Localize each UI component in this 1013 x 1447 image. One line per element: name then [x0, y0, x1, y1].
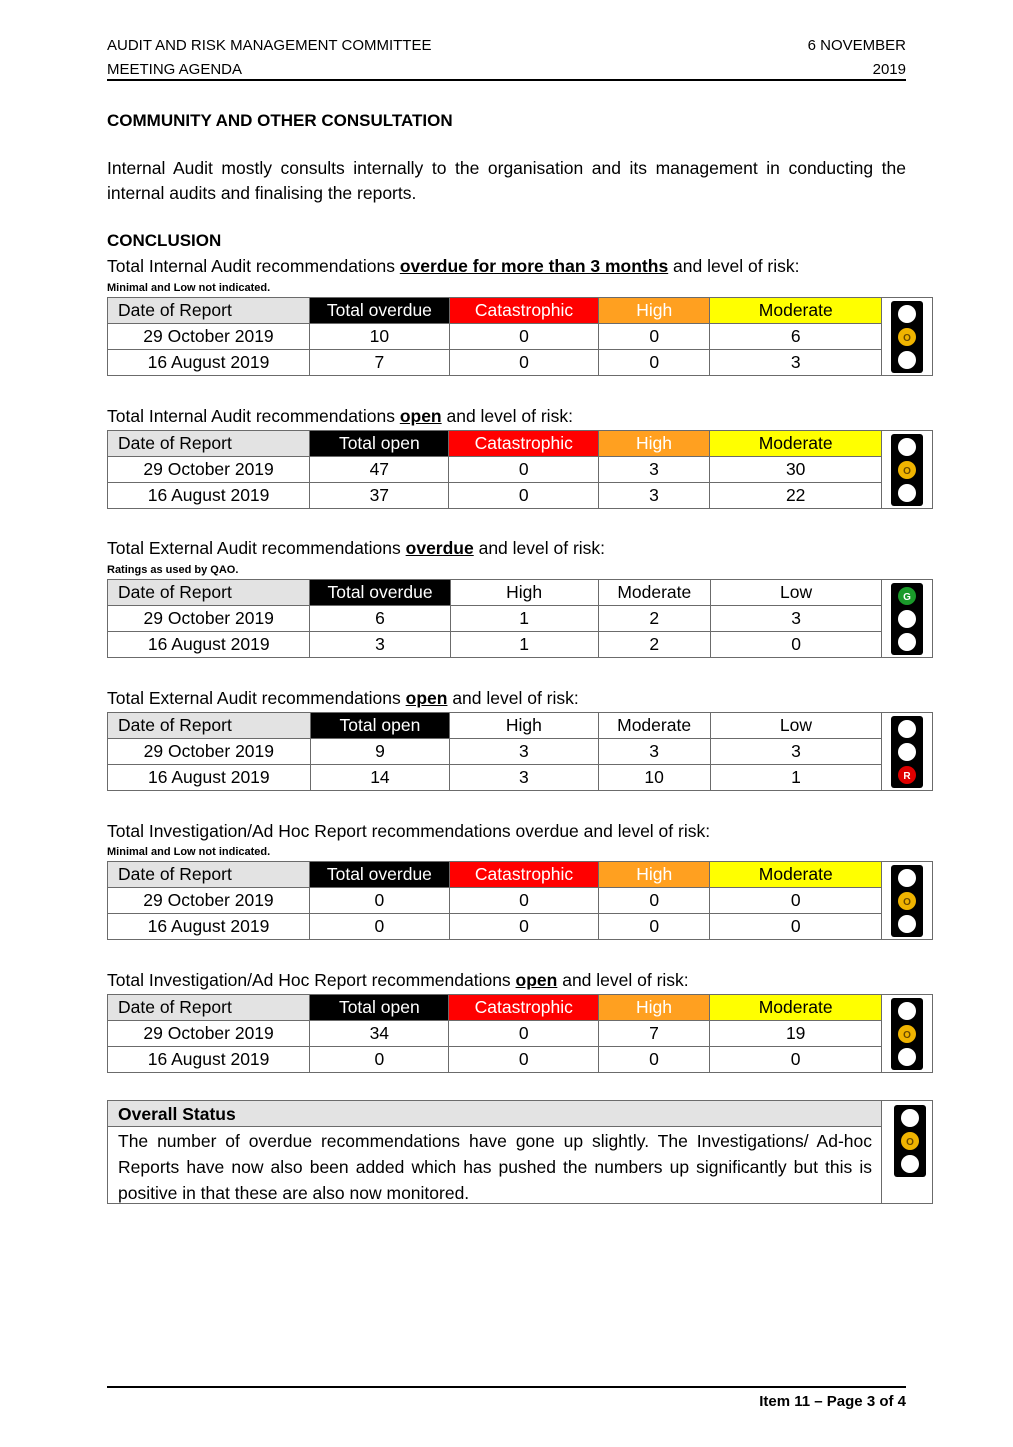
caption-emphasis: overdue for more than 3 months — [399, 256, 669, 276]
report-date-cell: 29 October 2019 — [108, 324, 310, 350]
count-cell: 0 — [599, 888, 710, 914]
table-row — [108, 739, 933, 765]
recommendations-table — [107, 861, 933, 940]
report-date-cell: 16 August 2019 — [108, 632, 310, 658]
count-cell: 37 — [310, 483, 449, 509]
recommendations-table — [107, 430, 933, 509]
table-row — [108, 483, 933, 509]
table-row — [108, 324, 933, 350]
traffic-light-icon — [889, 864, 925, 938]
count-cell: 1 — [450, 606, 598, 632]
column-header: Moderate — [710, 431, 882, 457]
inactive-lamp — [901, 1109, 919, 1127]
inactive-lamp — [898, 610, 916, 628]
lamp-letter: O — [906, 1137, 914, 1148]
caption-text: Total Internal Audit recommendations — [107, 256, 400, 276]
conclusion-heading: CONCLUSION — [107, 231, 222, 250]
report-date-cell: 16 August 2019 — [108, 1047, 310, 1073]
count-cell: 0 — [710, 888, 882, 914]
column-header: Moderate — [598, 713, 710, 739]
count-cell: 14 — [310, 765, 450, 791]
column-header: Date of Report — [108, 298, 310, 324]
inactive-lamp — [898, 484, 916, 502]
caption-text: Total Internal Audit recommendations — [107, 406, 400, 426]
table-header-row — [108, 580, 933, 606]
caption-text: Total Investigation/Ad Hoc Report recommendations overdue and level of risk: — [107, 821, 711, 841]
count-cell: 3 — [310, 632, 450, 658]
caption-text: and level of risk: — [441, 406, 573, 426]
count-cell: 3 — [450, 765, 598, 791]
lamp-letter: G — [903, 591, 912, 603]
column-header: Catastrophic — [449, 298, 599, 324]
count-cell: 1 — [710, 765, 882, 791]
recommendations-table — [107, 579, 933, 658]
column-header: Date of Report — [108, 862, 310, 888]
status-light-cell — [882, 298, 933, 376]
table-row — [108, 888, 933, 914]
table-caption — [107, 821, 710, 842]
inactive-lamp — [898, 743, 916, 761]
footer-rule — [107, 1386, 906, 1388]
count-cell: 0 — [449, 1047, 599, 1073]
report-date-cell: 16 August 2019 — [108, 483, 310, 509]
table-row — [108, 1021, 933, 1047]
count-cell: 3 — [599, 483, 710, 509]
table-caption — [107, 256, 800, 277]
report-date-cell: 29 October 2019 — [108, 739, 311, 765]
overall-status-text: The number of overdue recommendations have gone up slightly. The Investigations/ Ad-hoc Reports have now also been added which has pushed the numbers up significantly but this is positive in that these are also now monitored. — [118, 1131, 872, 1203]
count-cell: 0 — [449, 457, 599, 483]
recommendations-table — [107, 297, 933, 376]
caption-emphasis: open — [405, 688, 448, 708]
column-header: Date of Report — [108, 580, 310, 606]
table-caption — [107, 688, 579, 709]
count-cell: 3 — [710, 350, 882, 376]
column-header: Total open — [310, 713, 450, 739]
caption-text: Total Investigation/Ad Hoc Report recommendations — [107, 970, 516, 990]
consultation-heading: COMMUNITY AND OTHER CONSULTATION — [107, 111, 453, 130]
overall-status-box — [107, 1100, 933, 1204]
count-cell: 2 — [598, 606, 710, 632]
report-date-cell: 29 October 2019 — [108, 606, 310, 632]
column-header: High — [599, 862, 710, 888]
count-cell: 6 — [710, 324, 882, 350]
count-cell: 0 — [710, 1047, 882, 1073]
count-cell: 6 — [310, 606, 450, 632]
column-header: Moderate — [710, 862, 882, 888]
overall-status-title: Overall Status — [108, 1101, 881, 1127]
inactive-lamp — [898, 1002, 916, 1020]
inactive-lamp — [901, 1155, 919, 1173]
count-cell: 0 — [310, 1047, 449, 1073]
count-cell: 10 — [309, 324, 449, 350]
column-header: High — [599, 431, 710, 457]
count-cell: 19 — [710, 1021, 882, 1047]
table-note: Ratings as used by QAO. — [107, 564, 239, 576]
header-agenda: MEETING AGENDA — [107, 61, 243, 78]
column-header: Moderate — [598, 580, 710, 606]
count-cell: 0 — [599, 324, 710, 350]
lamp-letter: O — [903, 332, 912, 344]
caption-text: Total External Audit recommendations — [107, 688, 406, 708]
count-cell: 2 — [598, 632, 710, 658]
report-date-cell: 16 August 2019 — [108, 914, 310, 940]
column-header: Date of Report — [108, 431, 310, 457]
count-cell: 3 — [710, 739, 882, 765]
count-cell: 0 — [599, 914, 710, 940]
recommendations-table — [107, 994, 933, 1073]
report-date-cell: 29 October 2019 — [108, 888, 310, 914]
recommendations-table — [107, 712, 933, 791]
count-cell: 0 — [449, 914, 599, 940]
header-date: 6 NOVEMBER — [807, 37, 906, 54]
count-cell: 0 — [449, 483, 599, 509]
status-divider — [881, 1101, 882, 1203]
column-header: High — [450, 580, 598, 606]
count-cell: 7 — [309, 350, 449, 376]
lamp-letter: O — [903, 896, 912, 908]
caption-text: and level of risk: — [557, 970, 689, 990]
report-date-cell: 29 October 2019 — [108, 1021, 310, 1047]
column-header: Total open — [310, 995, 449, 1021]
status-light-cell — [882, 995, 933, 1073]
caption-emphasis: open — [399, 406, 442, 426]
column-header: Low — [710, 580, 882, 606]
count-cell: 0 — [309, 914, 449, 940]
caption-text: and level of risk: — [473, 538, 606, 558]
count-cell: 0 — [449, 324, 599, 350]
column-header: Catastrophic — [449, 862, 599, 888]
count-cell: 0 — [449, 350, 599, 376]
consultation-text: Internal Audit mostly consults internally to the organisation and its management in conducting the internal audits and finalising the reports. — [107, 158, 906, 203]
lamp-letter: R — [903, 770, 911, 782]
table-row — [108, 606, 933, 632]
count-cell: 0 — [449, 1021, 599, 1047]
table-row — [108, 1047, 933, 1073]
column-header: Total overdue — [309, 862, 449, 888]
inactive-lamp — [898, 305, 916, 323]
inactive-lamp — [898, 915, 916, 933]
count-cell: 0 — [599, 1047, 710, 1073]
column-header: Low — [710, 713, 882, 739]
column-header: Moderate — [710, 995, 882, 1021]
count-cell: 3 — [599, 457, 710, 483]
report-date-cell: 16 August 2019 — [108, 350, 310, 376]
column-header: High — [599, 298, 710, 324]
table-row — [108, 350, 933, 376]
traffic-light-icon — [889, 715, 925, 789]
table-header-row — [108, 431, 933, 457]
column-header: Total overdue — [310, 580, 450, 606]
caption-text: and level of risk: — [447, 688, 579, 708]
table-row — [108, 914, 933, 940]
table-row — [108, 765, 933, 791]
report-date-cell: 29 October 2019 — [108, 457, 310, 483]
table-header-row — [108, 862, 933, 888]
inactive-lamp — [898, 438, 916, 456]
count-cell: 9 — [310, 739, 450, 765]
table-caption — [107, 970, 689, 991]
inactive-lamp — [898, 720, 916, 738]
traffic-light-icon — [889, 300, 925, 374]
status-light-cell — [882, 431, 933, 509]
count-cell: 0 — [710, 632, 882, 658]
count-cell: 7 — [599, 1021, 710, 1047]
column-header: Date of Report — [108, 713, 311, 739]
header-year: 2019 — [872, 61, 906, 78]
count-cell: 22 — [710, 483, 882, 509]
header-committee: AUDIT AND RISK MANAGEMENT COMMITTEE — [107, 37, 432, 54]
traffic-light-icon — [889, 582, 925, 656]
inactive-lamp — [898, 351, 916, 369]
status-light-cell — [882, 713, 933, 791]
report-date-cell: 16 August 2019 — [108, 765, 311, 791]
status-light-cell — [882, 862, 933, 940]
count-cell: 0 — [710, 914, 882, 940]
table-caption — [107, 406, 573, 427]
table-row — [108, 632, 933, 658]
caption-text: and level of risk: — [668, 256, 800, 276]
count-cell: 47 — [310, 457, 449, 483]
caption-text: Total External Audit recommendations — [107, 538, 406, 558]
traffic-light-icon — [892, 1104, 928, 1178]
traffic-light-icon — [889, 997, 925, 1071]
traffic-light-icon — [889, 433, 925, 507]
column-header: Total open — [310, 431, 449, 457]
column-header: Moderate — [710, 298, 882, 324]
table-caption — [107, 538, 605, 559]
count-cell: 0 — [309, 888, 449, 914]
table-header-row — [108, 713, 933, 739]
count-cell: 3 — [598, 739, 710, 765]
traffic-light-icon — [892, 1104, 928, 1178]
count-cell: 0 — [599, 350, 710, 376]
table-note: Minimal and Low not indicated. — [107, 846, 271, 858]
table-header-row — [108, 995, 933, 1021]
count-cell: 3 — [450, 739, 598, 765]
table-row — [108, 457, 933, 483]
inactive-lamp — [898, 1048, 916, 1066]
column-header: Catastrophic — [449, 431, 599, 457]
inactive-lamp — [898, 869, 916, 887]
page-footer: Item 11 – Page 3 of 4 — [759, 1393, 906, 1410]
count-cell: 0 — [449, 888, 599, 914]
count-cell: 30 — [710, 457, 882, 483]
header-rule — [107, 79, 906, 81]
count-cell: 3 — [710, 606, 882, 632]
inactive-lamp — [898, 633, 916, 651]
table-note: Minimal and Low not indicated. — [107, 282, 271, 294]
column-header: High — [450, 713, 598, 739]
count-cell: 1 — [450, 632, 598, 658]
column-header: Total overdue — [309, 298, 449, 324]
table-header-row — [108, 298, 933, 324]
column-header: Catastrophic — [449, 995, 599, 1021]
count-cell: 10 — [598, 765, 710, 791]
lamp-letter: O — [903, 465, 912, 477]
column-header: High — [599, 995, 710, 1021]
status-light-cell — [882, 580, 933, 658]
count-cell: 34 — [310, 1021, 449, 1047]
lamp-letter: O — [903, 1029, 912, 1041]
caption-emphasis: overdue — [405, 538, 474, 558]
column-header: Date of Report — [108, 995, 310, 1021]
caption-emphasis: open — [515, 970, 558, 990]
